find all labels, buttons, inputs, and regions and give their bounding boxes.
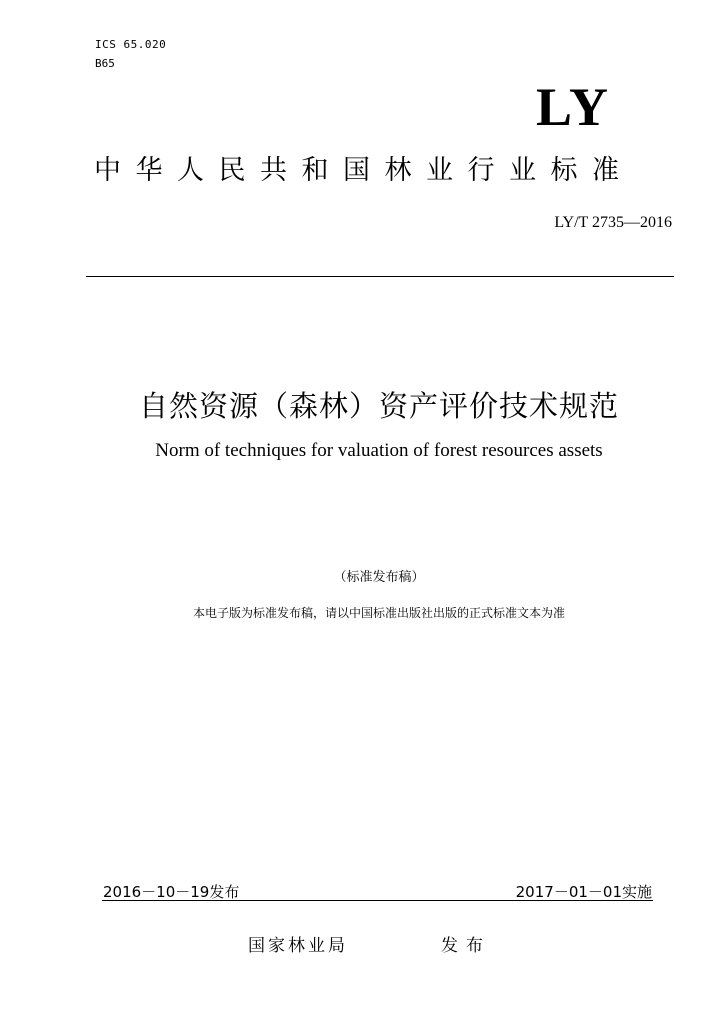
draft-label: （标准发布稿） (333, 570, 425, 585)
issue-date: 2016－10－19发布 (103, 883, 240, 901)
publish-label: 发布 (441, 936, 491, 956)
document-title-english: Norm of techniques for valuation of forest resources assets (155, 440, 603, 461)
standard-type-heading: 中华人民共和国林业行业标准 (94, 155, 634, 186)
footer-divider (102, 900, 653, 901)
implementation-date: 2017－01－01实施 (515, 883, 652, 901)
issuing-authority: 国家林业局 (248, 936, 348, 956)
edition-note: 本电子版为标准发布稿，请以中国标准出版社出版的正式标准文本为准 (192, 606, 565, 620)
ics-code: ICS 65.020 (95, 38, 167, 51)
standard-logo: LY (536, 77, 611, 137)
document-title-chinese: 自然资源（森林）资产评价技术规范 (138, 389, 619, 423)
classification-code: B65 (95, 57, 115, 70)
standard-number: LY/T 2735—2016 (554, 214, 672, 231)
header-divider (86, 276, 674, 277)
